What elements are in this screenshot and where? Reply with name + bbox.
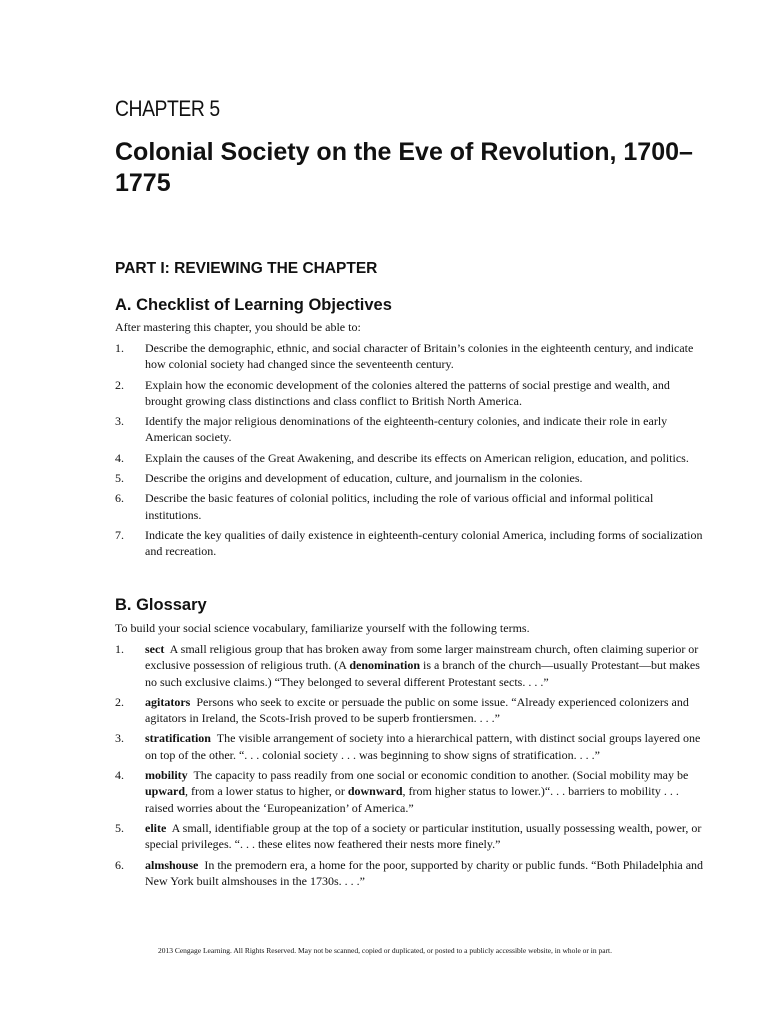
objective-item (115, 450, 705, 466)
glossary-list (115, 641, 705, 893)
item-text: Identify the major religious denominations of the eighteenth-century colonies, and indicate their role in early American society. (145, 414, 668, 445)
definition-text: , from a lower status to higher, or (185, 784, 348, 799)
definition-text: is a branch of the church—usually Protestant—but makes no such exclusive claims.) “They belonged to several different Protestant sects. . . .” (145, 658, 700, 689)
item-number: 7. (115, 527, 124, 542)
item-number: 6. (115, 857, 124, 872)
glossary-term: mobility (145, 768, 188, 783)
section-b-intro: To build your social science vocabulary, familiarize yourself with the following terms. (115, 621, 530, 635)
definition-text: A small religious group that has broken away from some larger mainstream church, often claiming superior or exclusive possession of religious truth. (A (145, 642, 699, 673)
objectives-list (115, 340, 705, 564)
objective-item (115, 490, 705, 523)
item-text: Describe the basic features of colonial politics, including the role of various official and informal political institutions. (145, 491, 654, 522)
definition-text: In the premodern era, a home for the poor, supported by charity or public funds. “Both Philadelphia and New York built almshouses in the 1730s. . . .” (145, 857, 704, 888)
item-number: 4. (115, 768, 124, 783)
item-text: Explain the causes of the Great Awakening, and describe its effects on American religion, education, and politics. (145, 450, 689, 465)
glossary-item (115, 767, 705, 816)
item-number: 4. (115, 450, 124, 465)
item-text: Describe the origins and development of education, culture, and journalism in the colonies. (145, 471, 583, 486)
glossary-item (115, 694, 705, 727)
item-number: 3. (115, 414, 124, 429)
objective-item (115, 527, 705, 560)
objective-item (115, 413, 705, 446)
item-text: Indicate the key qualities of daily existence in eighteenth-century colonial America, including forms of socialization and recreation. (145, 527, 703, 559)
copyright-footer: 2013 Cengage Learning. All Rights Reserved. May not be scanned, copied or duplicated, or posted to a publicly accessible website, in whole or in part. (157, 946, 613, 955)
item-number: 5. (115, 471, 124, 486)
item-number: 2. (115, 377, 124, 392)
item-number: 1. (115, 642, 124, 656)
glossary-term: stratification (145, 731, 211, 746)
objective-item (115, 470, 705, 486)
inline-term: denomination (349, 658, 420, 673)
definition-text: , from higher status to lower.)“. . . barriers to mobility . . . raised worries about the ‘Europeanization’ of America.” (145, 784, 679, 815)
chapter-title: Colonial Society on the Eve of Revolution, 1700–1775 (115, 138, 693, 197)
glossary-term: agitators (145, 694, 191, 709)
glossary-item (115, 857, 705, 890)
inline-term: upward (145, 784, 186, 799)
objective-item (115, 340, 705, 373)
glossary-term: elite (145, 820, 167, 835)
item-number: 5. (115, 820, 124, 835)
definition-text: Persons who seek to excite or persuade the public on some issue. “Already experienced colonizers and agitators in Ireland, the Scots-Irish proved to be superb frontiersmen. . . .” (145, 694, 689, 726)
glossary-item (115, 730, 705, 763)
inline-term: downward (347, 784, 403, 799)
section-b-heading: B. Glossary (115, 596, 207, 614)
section-a-heading: A. Checklist of Learning Objectives (115, 296, 392, 314)
item-number: 6. (115, 491, 124, 506)
part-heading: PART I: REVIEWING THE CHAPTER (115, 260, 378, 277)
objective-item (115, 377, 705, 410)
item-text: Explain how the economic development of the colonies altered the patterns of social prestige and wealth, and brought growing class distinctions and class conflict to British North America. (145, 377, 670, 408)
definition-text: The visible arrangement of society into a hierarchical pattern, with distinct social groups layered one on top of the other. “. . . colonial society . . . was beginning to show signs of stratification. . . .” (145, 731, 701, 762)
item-number: 1. (115, 341, 124, 355)
glossary-term: sect (145, 642, 165, 656)
item-number: 2. (115, 694, 124, 709)
chapter-label: CHAPTER 5 (115, 96, 220, 121)
item-number: 3. (115, 731, 124, 746)
glossary-item (115, 820, 705, 853)
definition-text: The capacity to pass readily from one social or economic condition to another. (Social mobility may be (193, 768, 689, 783)
item-text: Describe the demographic, ethnic, and social character of Britain’s colonies in the eighteenth century, and indicate how colonial society had changed since the seventeenth century. (145, 341, 694, 372)
glossary-item (115, 641, 705, 690)
glossary-term: almshouse (145, 857, 199, 872)
section-a-intro: After mastering this chapter, you should be able to: (115, 320, 361, 334)
definition-text: A small, identifiable group at the top of a society or particular institution, usually possessing wealth, power, or special privileges. “. . . these elites now feathered their nests more finely.” (145, 820, 702, 852)
